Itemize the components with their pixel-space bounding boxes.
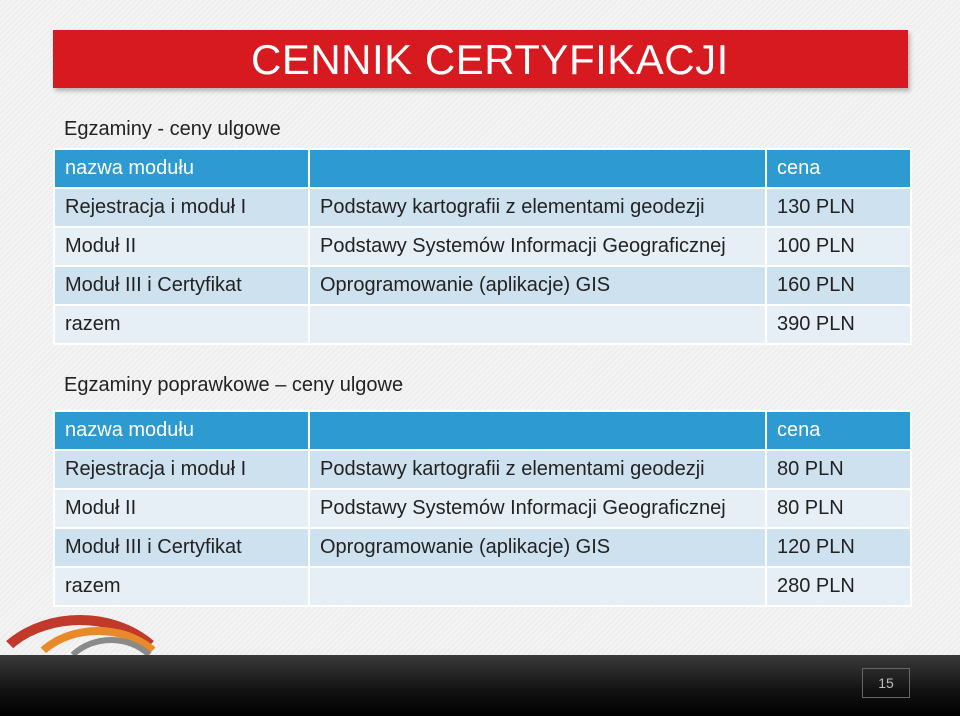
cell-description: Podstawy kartografii z elementami geodezji — [309, 450, 766, 489]
cell-module: razem — [54, 567, 309, 606]
cell-price: 280 PLN — [766, 567, 911, 606]
cell-price: 80 PLN — [766, 489, 911, 528]
page-number: 15 — [862, 668, 910, 698]
table-row — [54, 450, 911, 489]
cell-price: 120 PLN — [766, 528, 911, 567]
table-row — [54, 266, 911, 305]
footer-bar — [0, 655, 960, 716]
table-row — [54, 188, 911, 227]
cell-description: Podstawy Systemów Informacji Geograficznej — [309, 489, 766, 528]
section-label-retake: Egzaminy poprawkowe – ceny ulgowe — [64, 374, 404, 396]
header-description — [309, 411, 766, 450]
table-row-total — [54, 567, 911, 606]
cell-description: Podstawy Systemów Informacji Geograficznej — [309, 227, 766, 266]
header-price: cena — [766, 149, 911, 188]
cell-price: 390 PLN — [766, 305, 911, 344]
cell-description: Oprogramowanie (aplikacje) GIS — [309, 528, 766, 567]
table-row — [54, 528, 911, 567]
title-bar — [53, 30, 908, 88]
table-header-row — [54, 411, 911, 450]
cell-module: Rejestracja i moduł I — [54, 450, 309, 489]
header-module: nazwa modułu — [54, 149, 309, 188]
cell-module: Moduł II — [54, 227, 309, 266]
cell-module: Rejestracja i moduł I — [54, 188, 309, 227]
cell-price: 130 PLN — [766, 188, 911, 227]
page-title: CENNIK CERTYFIKACJI — [251, 36, 729, 83]
table-header-row — [54, 149, 911, 188]
table-row — [54, 227, 911, 266]
cell-description — [309, 305, 766, 344]
cell-price: 80 PLN — [766, 450, 911, 489]
header-price: cena — [766, 411, 911, 450]
cell-module: razem — [54, 305, 309, 344]
cell-description — [309, 567, 766, 606]
header-module: nazwa modułu — [54, 411, 309, 450]
cell-price: 100 PLN — [766, 227, 911, 266]
cell-description: Oprogramowanie (aplikacje) GIS — [309, 266, 766, 305]
cell-module: Moduł III i Certyfikat — [54, 266, 309, 305]
header-description — [309, 149, 766, 188]
cell-price: 160 PLN — [766, 266, 911, 305]
cell-module: Moduł II — [54, 489, 309, 528]
table-row-total — [54, 305, 911, 344]
cell-description: Podstawy kartografii z elementami geodezji — [309, 188, 766, 227]
price-table-regular — [53, 148, 912, 345]
price-table-retake — [53, 410, 912, 607]
section-label-regular: Egzaminy - ceny ulgowe — [64, 118, 281, 140]
cell-module: Moduł III i Certyfikat — [54, 528, 309, 567]
table-row — [54, 489, 911, 528]
